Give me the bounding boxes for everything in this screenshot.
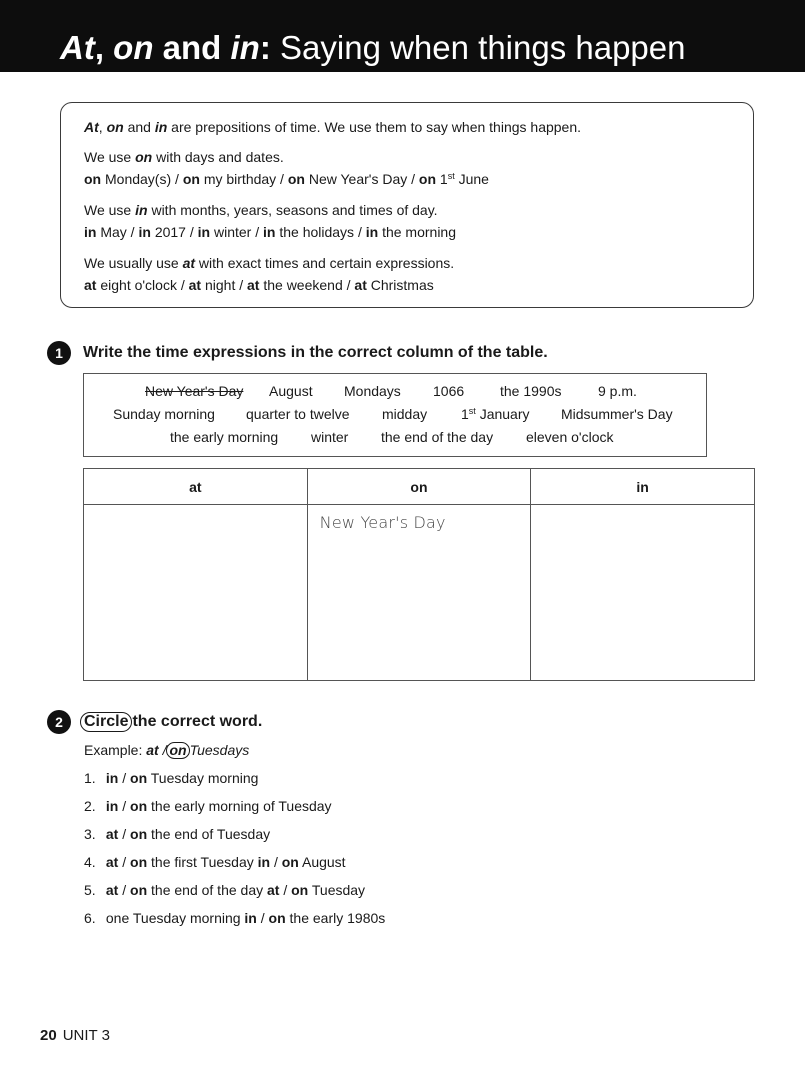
- page-number: 20: [40, 1027, 57, 1044]
- unit-label: UNIT 3: [62, 1027, 110, 1044]
- question-5: 5. at / on the end of the day at / on Tuesday: [84, 882, 366, 898]
- question-1: 1. in / on Tuesday morning: [84, 770, 259, 786]
- exercise-1-number: 1: [47, 341, 71, 365]
- option-b[interactable]: on: [130, 882, 148, 898]
- option-c[interactable]: in: [244, 910, 257, 926]
- option-b[interactable]: on: [130, 798, 148, 814]
- page-footer: [40, 1026, 110, 1046]
- exercise-2-number: 2: [47, 710, 71, 734]
- rule-at: We usually use at with exact times and certain expressions.: [84, 255, 455, 271]
- option-c[interactable]: at: [267, 882, 280, 898]
- handwritten-answer: New Year's Day: [319, 513, 446, 532]
- answer-cell-at[interactable]: [84, 505, 308, 681]
- answer-cell-on[interactable]: [307, 505, 531, 681]
- word-end-of-day: the end of the day: [381, 429, 494, 445]
- option-a[interactable]: at: [105, 882, 119, 898]
- option-d[interactable]: on: [281, 854, 299, 870]
- rule-at-examples: at eight o'clock / at night / at the weekend / at Christmas: [84, 277, 434, 293]
- rule-on: We use on with days and dates.: [84, 149, 284, 165]
- rule-in: We use in with months, years, seasons and times of day.: [84, 202, 438, 218]
- option-b[interactable]: on: [130, 770, 148, 786]
- page-title: At, on and in: Saying when things happen: [60, 29, 686, 66]
- word-mondays: Mondays: [344, 383, 401, 399]
- circled-word: Circle: [80, 712, 132, 732]
- rule-in-examples: in May / in 2017 / in winter / in the holidays / in the morning: [84, 224, 457, 240]
- option-b[interactable]: on: [130, 854, 148, 870]
- word-1066: 1066: [433, 383, 465, 399]
- option-b[interactable]: on: [130, 826, 148, 842]
- column-header-at: at: [84, 469, 308, 505]
- title-banner: [0, 0, 805, 72]
- answer-table: [83, 468, 755, 681]
- question-4: 4. at / on the first Tuesday in / on August: [84, 854, 346, 870]
- question-3: 3. at / on the end of Tuesday: [84, 826, 271, 842]
- word-sunday-morning: Sunday morning: [113, 406, 215, 422]
- example-line: Example: at / on Tuesdays: [84, 742, 250, 758]
- word-9pm: 9 p.m.: [598, 383, 637, 399]
- option-a[interactable]: in: [105, 798, 119, 814]
- word-winter: winter: [311, 429, 349, 445]
- answer-cell-in[interactable]: [531, 505, 755, 681]
- example-circled-answer: on: [166, 742, 189, 759]
- word-the-1990s: the 1990s: [500, 383, 562, 399]
- option-d[interactable]: on: [268, 910, 286, 926]
- word-midsummers-day: Midsummer's Day: [561, 406, 673, 422]
- rule-intro: At, on and in are prepositions of time. We use them to say when things happen.: [84, 119, 582, 135]
- exercise-1-title: Write the time expressions in the correct column of the table.: [83, 344, 548, 361]
- exercise-2-title: Circle the correct word.: [80, 712, 262, 732]
- word-quarter-to-twelve: quarter to twelve: [246, 406, 350, 422]
- option-d[interactable]: on: [291, 882, 309, 898]
- column-header-in: in: [531, 469, 755, 505]
- question-6: 6. one Tuesday morning in / on the early 1980s: [84, 910, 386, 926]
- column-header-on: on: [307, 469, 531, 505]
- option-a[interactable]: at: [105, 854, 119, 870]
- option-a[interactable]: at: [105, 826, 119, 842]
- word-1st-january: 1st January: [461, 406, 530, 422]
- word-august: August: [269, 383, 313, 399]
- word-new-years-day: New Year's Day: [145, 383, 244, 399]
- word-eleven-oclock: eleven o'clock: [526, 429, 614, 445]
- rule-on-examples: on Monday(s) / on my birthday / on New Year's Day / on 1st June: [84, 171, 489, 187]
- option-a[interactable]: in: [105, 770, 119, 786]
- question-2: 2. in / on the early morning of Tuesday: [84, 798, 332, 814]
- option-c[interactable]: in: [257, 854, 271, 870]
- word-midday: midday: [382, 406, 428, 422]
- word-early-morning: the early morning: [170, 429, 279, 445]
